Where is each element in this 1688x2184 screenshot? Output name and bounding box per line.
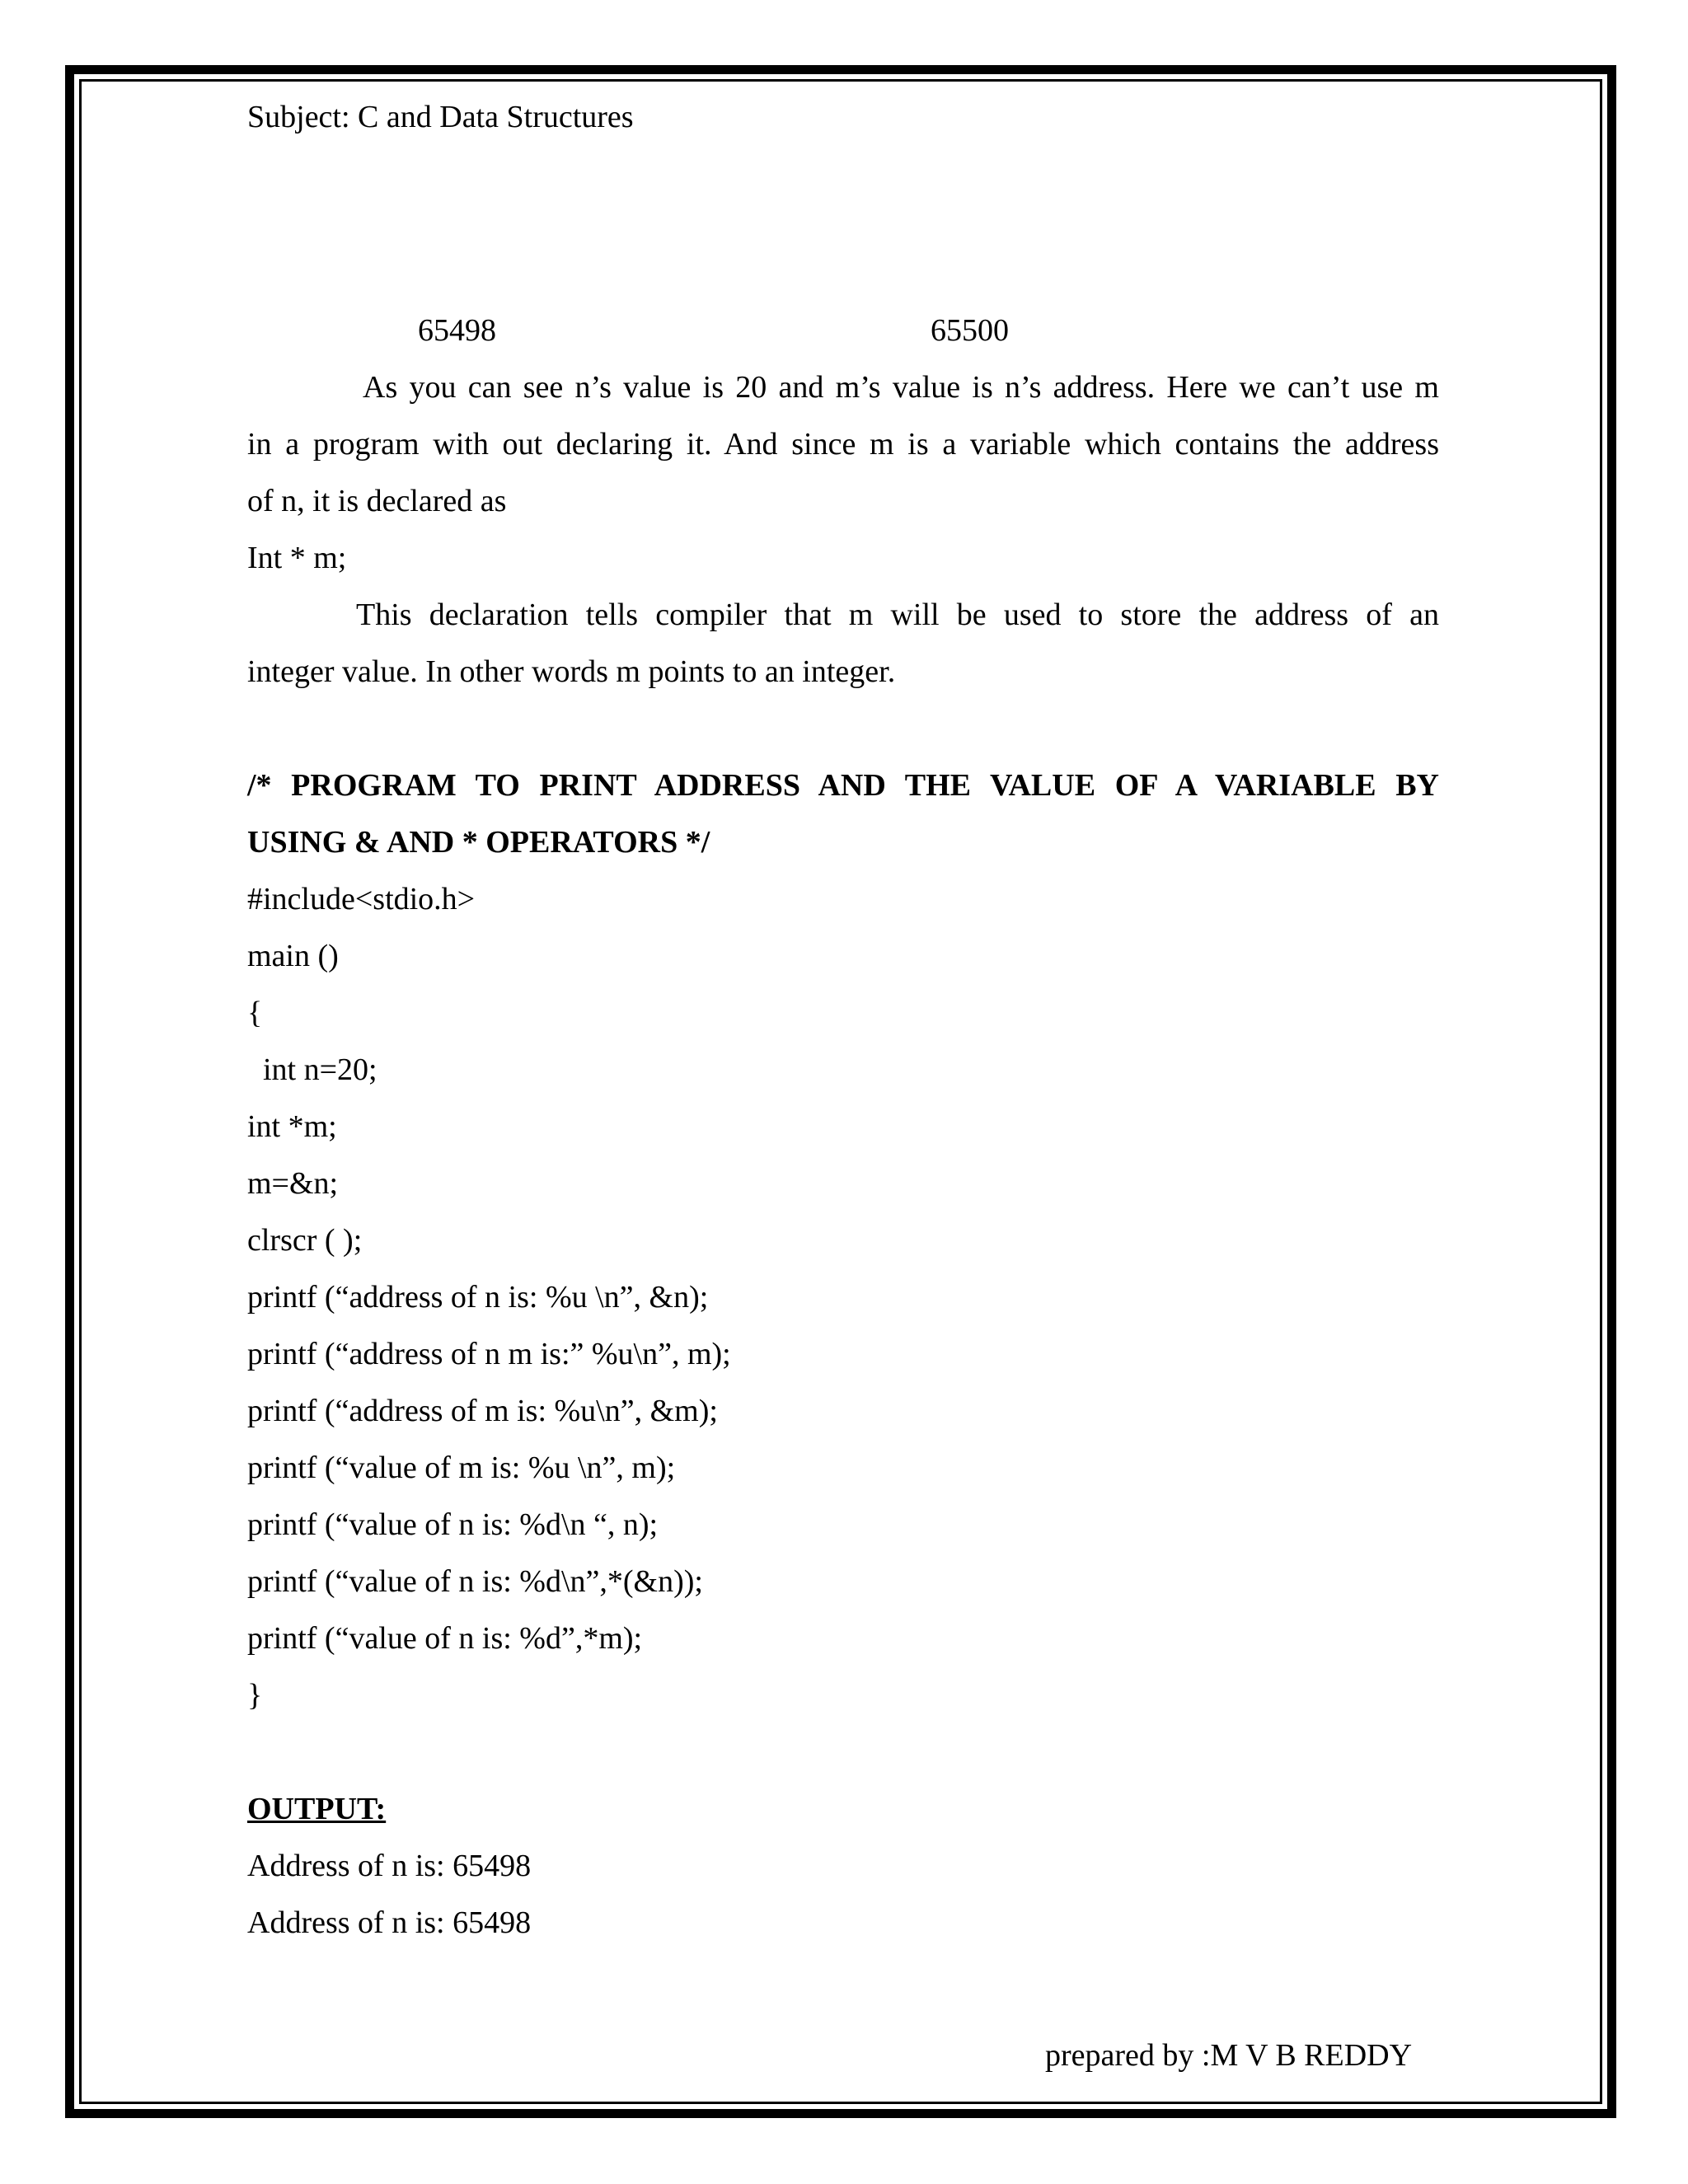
paragraph-1-line-3: of n, it is declared as bbox=[247, 484, 507, 518]
declaration-line: Int * m; bbox=[247, 541, 347, 575]
output-line: Address of n is: 65498 bbox=[247, 1849, 532, 1883]
program-heading-line-2: USING & AND * OPERATORS */ bbox=[247, 825, 710, 860]
code-line: printf (“value of n is: %d”,*m); bbox=[247, 1621, 643, 1656]
code-line: int *m; bbox=[247, 1109, 337, 1144]
paragraph-2-line-1: This declaration tells compiler that m will be used to store the address of an bbox=[356, 598, 1439, 632]
code-line: #include<stdio.h> bbox=[247, 882, 476, 916]
code-line: printf (“value of m is: %u \n”, m); bbox=[247, 1451, 676, 1485]
prepared-by-footer: prepared by :M V B REDDY bbox=[1045, 2038, 1413, 2073]
code-line: m=&n; bbox=[247, 1166, 339, 1201]
output-heading: OUTPUT: bbox=[247, 1792, 387, 1826]
program-heading-line-1: /* PROGRAM TO PRINT ADDRESS AND THE VALUE OF A VARIABLE BY bbox=[247, 768, 1439, 803]
subject-header: Subject: C and Data Structures bbox=[247, 100, 634, 134]
code-line: printf (“address of n m is:” %u\n”, m); bbox=[247, 1337, 731, 1371]
code-line: int n=20; bbox=[247, 1052, 377, 1087]
paragraph-1-line-2: in a program with out declaring it. And since m is a variable which contains the address bbox=[247, 427, 1439, 462]
paragraph-1-line-1: As you can see n’s value is 20 and m’s value is n’s address. Here we can’t use m bbox=[363, 370, 1439, 405]
output-line: Address of n is: 65498 bbox=[247, 1905, 532, 1940]
code-line: } bbox=[247, 1678, 263, 1713]
paragraph-2-line-2: integer value. In other words m points to an integer. bbox=[247, 654, 896, 689]
code-line: { bbox=[247, 996, 263, 1030]
code-line: main () bbox=[247, 939, 339, 973]
address-label-right: 65500 bbox=[931, 313, 1009, 348]
code-line: printf (“value of n is: %d\n”,*(&n)); bbox=[247, 1564, 703, 1599]
address-label-left: 65498 bbox=[418, 313, 496, 348]
code-line: printf (“value of n is: %d\n “, n); bbox=[247, 1507, 659, 1542]
code-line: printf (“address of n is: %u \n”, &n); bbox=[247, 1280, 709, 1315]
code-line: printf (“address of m is: %u\n”, &m); bbox=[247, 1394, 718, 1428]
code-line: clrscr ( ); bbox=[247, 1223, 363, 1258]
